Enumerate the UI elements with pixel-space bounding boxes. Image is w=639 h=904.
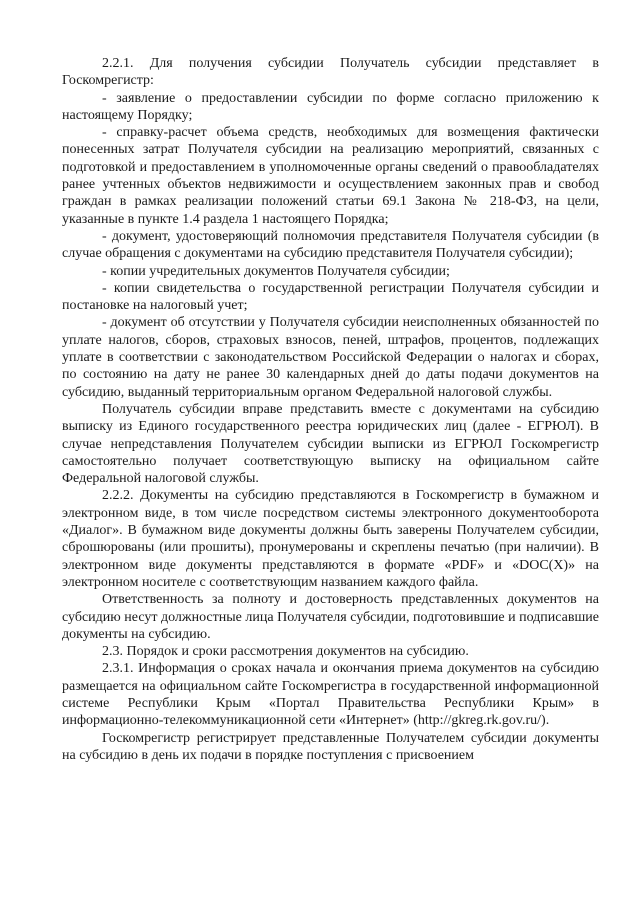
- paragraph-zayavlenie: - заявление о предоставлении субсидии по форме согласно приложению к настоящему Порядку;: [62, 90, 599, 123]
- paragraph-2-2-2: 2.2.2. Документы на субсидию представляются в Госкомрегистр в бумажном и электронном виде, в том числе посредством системы электронного документооборота «Диалог». В бумажном виде документы должны быть заверены Получателем субсидии, сброшюрованы (или прошиты), пронумерованы и скреплены печатью (при наличии). В электронном виде документы представляются в формате «PDF» и «DOC(X)» на электронном носителе с соответствующим названием каждого файла.: [62, 488, 599, 590]
- paragraph-2-3-1: 2.3.1. Информация о сроках начала и окончания приема документов на субсидию размещается на официальном сайте Госкомрегистра в государственной информационной системе Республики Крым «Портал Правительства Республики Крым» в информационно-телекоммуникационной сети «Интернет» (http://gkreg.rk.gov.ru/).: [62, 661, 599, 729]
- paragraph-spravka-raschet: - справку-расчет объема средств, необходимых для возмещения фактически понесенных затрат Получателя субсидии на реализацию мероприятий, связанных с подготовкой и предоставлением в уполномоченные органы сведений о правообладателях ранее учтенных объектов недвижимости и осуществлением законных прав и свобод граждан в рамках реализации положений статьи 69.1 Закона № 218-ФЗ, на цели, указанные в пункте 1.4 раздела 1 настоящего Порядка;: [62, 125, 599, 227]
- paragraph-egryul: Получатель субсидии вправе представить вместе с документами на субсидию выписку из Единого государственного реестра юридических лиц (далее - ЕГРЮЛ). В случае непредставления Получателем субсидии выписки из ЕГРЮЛ Госкомрегистр самостоятельно получает соответствующую выписку на официальном сайте Федеральной налоговой службы.: [62, 401, 599, 487]
- paragraph-otvetstvennost: Ответственность за полноту и достоверность представленных документов на субсидию несут должностные лица Получателя субсидии, подготовившие и подписавшие документы на субсидию.: [62, 592, 599, 642]
- paragraph-2-3: 2.3. Порядок и сроки рассмотрения документов на субсидию.: [102, 644, 469, 660]
- paragraph-svidetelstvo: - копии свидетельства о государственной регистрации Получателя субсидии и постановке на налоговый учет;: [62, 280, 599, 314]
- paragraph-registriruet: Госкомрегистр регистрирует представленные Получателем субсидии документы на субсидию в день их подачи в порядке поступления с присвоением: [62, 730, 599, 763]
- paragraph-polnomochiya: - документ, удостоверяющий полномочия представителя Получателя субсидии (в случае обращения с документами на субсидию представителя Получателя субсидии);: [62, 228, 599, 262]
- paragraph-uchreditelnye: - копии учредительных документов Получателя субсидии;: [102, 263, 450, 279]
- paragraph-2-2-1: 2.2.1. Для получения субсидии Получатель субсидии представляет в Госкомрегистр:: [62, 56, 599, 89]
- paragraph-nalogi: - документ об отсутствии у Получателя субсидии неисполненных обязанностей по уплате налогов, сборов, страховых взносов, пеней, штрафов, процентов, подлежащих уплате в соответствии с законодательством Российской Федерации о налогах и сборах, по состоянию на дату не ранее 30 календарных дней до даты подачи документов на субсидию, выданный территориальным органом Федеральной налоговой службы.: [62, 315, 599, 400]
